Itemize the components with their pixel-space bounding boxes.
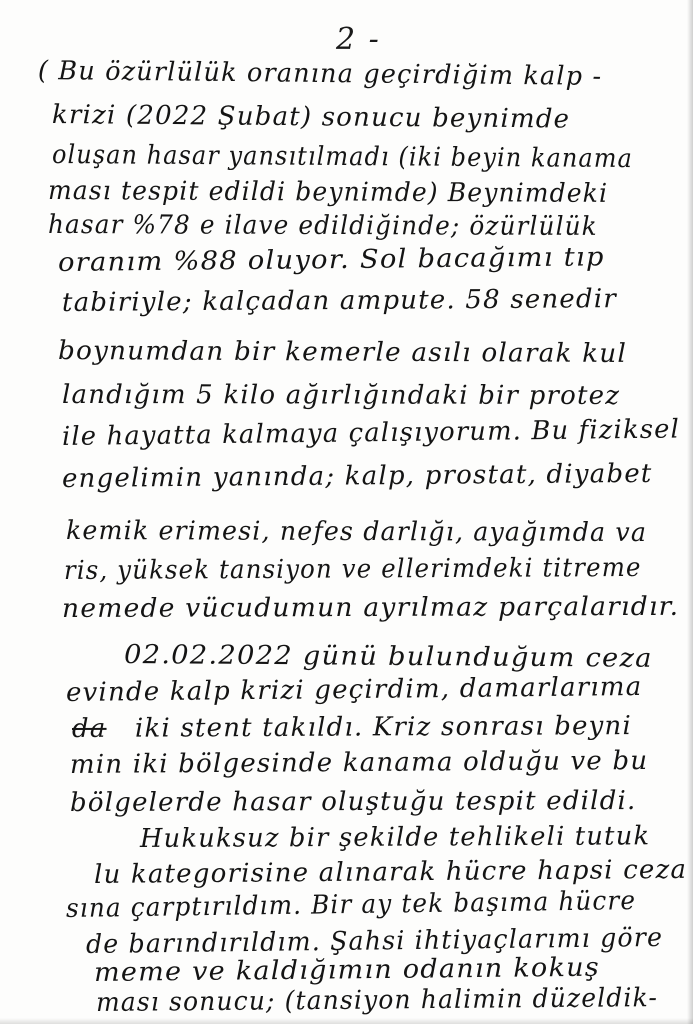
- text-line-9: landığım 5 kilo ağırlığındaki bir protez: [61, 380, 621, 411]
- text-line-25: ması sonucu; (tansiyon halimin düzeldik-: [95, 983, 659, 1018]
- page-bottom-shadow: [0, 1018, 693, 1024]
- text-line-18: min iki bölgesinde kanama olduğu ve bu: [69, 745, 649, 780]
- text-line-21: lu kategorisine alınarak hücre hapsi ceza: [93, 854, 688, 890]
- text-line-24: meme ve kaldığımın odanın kokuş: [93, 952, 601, 988]
- text-line-16: evinde kalp krizi geçirdim, damarlarıma: [65, 671, 643, 708]
- text-line-2: krizi (2022 Şubat) sonucu beynimde: [51, 100, 571, 135]
- text-line-5: hasar %78 e ilave edildiğinde; özürlülük: [47, 210, 598, 242]
- page-number: 2 -: [336, 22, 381, 57]
- text-line-15: 02.02.2022 günü bulunduğum ceza: [123, 640, 653, 674]
- text-line-17-group: [72, 713, 632, 742]
- text-line-17: iki stent takıldı. Kriz sonrası beyni: [134, 711, 633, 744]
- text-line-19: bölgelerde hasar oluştuğu tespit edildi.: [69, 786, 637, 818]
- text-line-23: de barındırıldım. Şahsi ihtiyaçlarımı göre: [85, 922, 664, 960]
- text-line-6: oranım %88 oluyor. Sol bacağımı tıp: [57, 242, 605, 278]
- text-line-14: nemede vücudumun ayrılmaz parçalarıdır.: [61, 591, 680, 624]
- text-line-8: boynumdan bir kemerle asılı olarak kul: [57, 336, 628, 369]
- text-line-4: ması tespit edildi beynimde) Beynimdeki: [47, 176, 609, 209]
- text-line-12: kemik erimesi, nefes darlığı, ayağımda va: [65, 516, 648, 549]
- text-line-7: tabiriyle; kalçadan ampute. 58 senedir: [61, 284, 618, 318]
- text-line-3: oluşan hasar yansıtılmadı (iki beyin kanama: [51, 140, 634, 175]
- page-edge-shadow: [687, 0, 693, 1024]
- text-line-10: ile hayatta kalmaya çalışıyorum. Bu fiziksel: [61, 414, 681, 452]
- text-line-11: engelimin yanında; kalp, prostat, diyabet: [61, 458, 653, 494]
- text-line-1: ( Bu özürlülük oranına geçirdiğim kalp -: [37, 56, 603, 92]
- text-line-13: ris, yüksek tansiyon ve ellerimdeki titreme: [63, 552, 642, 586]
- text-line-22: sına çarptırıldım. Bir ay tek başıma hücre: [65, 886, 637, 924]
- struck-word: da: [71, 713, 107, 744]
- text-line-20: Hukuksuz bir şekilde tehlikeli tutuk: [139, 821, 651, 854]
